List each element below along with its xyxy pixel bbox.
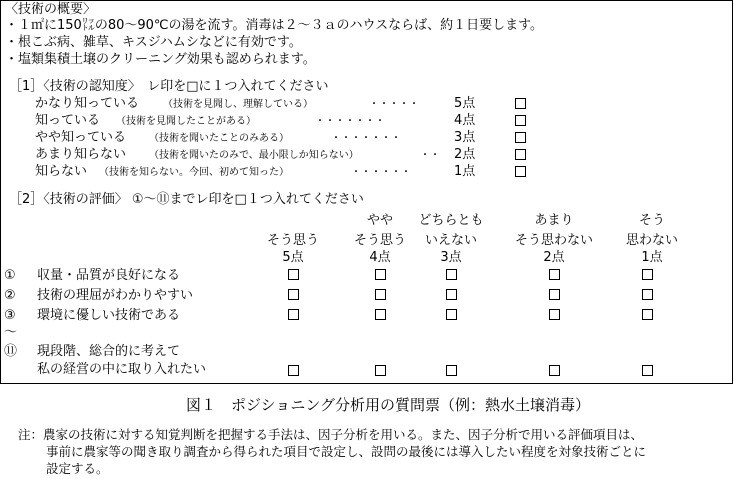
footnote-line: 注：農家の技術に対する知覚判断を把握する手法は、因子分析を用いる。また、因子分析で用いる評価項目は、 — [18, 427, 644, 442]
item-number: ⑪ — [4, 344, 18, 359]
overview-line: ・根こぶ病、雑草、キスジハムシなどに有効です。 — [5, 35, 302, 50]
q1-option-note: （技術を聞いたことのみある） — [149, 133, 289, 144]
overview-line: ・１㎡に150㍑の80～90℃の湯を流す。消毒は２～３ａのハウスならば、約１日要します。 — [5, 18, 544, 33]
rating-checkbox[interactable] — [288, 269, 299, 280]
rating-checkbox[interactable] — [446, 365, 457, 376]
q1-option-score: 3点 — [454, 130, 476, 145]
column-score: 4点 — [369, 250, 391, 265]
item-text: 現段階、総合的に考えて — [37, 344, 181, 359]
q1-option-score: 4点 — [454, 113, 476, 128]
rating-checkbox[interactable] — [642, 365, 653, 376]
overview-line: ・塩類集積土壌のクリーニング効果も認められます。 — [5, 52, 316, 67]
rating-checkbox[interactable] — [288, 289, 299, 300]
column-label: いえない — [424, 233, 477, 248]
q1-option-label: やや知っている — [35, 130, 127, 145]
q1-checkbox[interactable] — [515, 98, 526, 109]
rating-checkbox[interactable] — [446, 289, 457, 300]
item-number: ② — [4, 288, 16, 303]
rating-checkbox[interactable] — [288, 365, 299, 376]
rating-checkbox[interactable] — [642, 289, 653, 300]
footnote-line: 設定する。 — [46, 461, 109, 476]
q1-checkbox[interactable] — [515, 149, 526, 160]
column-score: 1点 — [641, 250, 663, 265]
q1-option-score: 1点 — [454, 164, 476, 179]
footnote-line: 事前に農家等の聞き取り調査から得られた項目で設定し、設問の最後には導入したい程度を対象技術ごとに — [46, 444, 647, 459]
q1-option-note: （技術を聞いたのみで、最小限しか知らない） — [149, 150, 359, 161]
column-label: そう思わない — [514, 233, 593, 248]
column-label: どちらとも — [418, 213, 484, 228]
rating-checkbox[interactable] — [446, 269, 457, 280]
q1-option-label: あまり知らない — [35, 147, 127, 162]
q1-option-note: （技術を見聞したことがある） — [116, 116, 256, 127]
column-label: あまり — [534, 213, 574, 228]
rating-checkbox[interactable] — [288, 309, 299, 320]
rating-checkbox[interactable] — [549, 269, 560, 280]
q1-option-note: （技術を知らない。今回、初めて知った） — [99, 167, 289, 178]
overview-heading: 〈技術の概要〉 — [5, 2, 97, 17]
q1-option-label: 知らない — [35, 164, 88, 179]
rating-checkbox[interactable] — [642, 269, 653, 280]
item-number: ① — [4, 268, 16, 283]
rating-checkbox[interactable] — [375, 365, 386, 376]
rating-checkbox[interactable] — [549, 309, 560, 320]
item-text: 収量・品質が良好になる — [37, 268, 181, 283]
column-label: 思わない — [625, 233, 678, 248]
column-label: そう思う — [353, 233, 406, 248]
column-label: そう — [638, 213, 665, 228]
column-score: 2点 — [543, 250, 565, 265]
q1-checkbox[interactable] — [515, 132, 526, 143]
item-text: 技術の理屈がわかりやすい — [37, 288, 194, 303]
q1-checkbox[interactable] — [515, 115, 526, 126]
item-ellipsis: ～ — [4, 325, 18, 340]
q1-option-label: 知っている — [35, 113, 101, 128]
item-text: 私の経営の中に取り入れたい — [37, 362, 207, 377]
q1-option-note: （技術を見聞し、理解している） — [163, 99, 313, 110]
q1-option-score: 2点 — [454, 147, 476, 162]
rating-checkbox[interactable] — [549, 365, 560, 376]
column-label: やや — [366, 213, 393, 228]
q1-option-dots: ・・・・・・・ — [331, 133, 401, 144]
q1-title: ［1］〈技術の認知度〉 レ印を□に１つ入れてください — [9, 79, 329, 94]
item-text: 環境に優しい技術である — [37, 308, 181, 323]
figure-caption: 図１ ポジショニング分析用の質問票（例：熱水土壌消毒） — [186, 396, 591, 414]
q1-checkbox[interactable] — [515, 166, 526, 177]
q2-title: ［2］〈技術の評価〉 ①～⑪までレ印を□１つ入れてください — [9, 192, 364, 207]
column-label: そう思う — [266, 233, 319, 248]
rating-checkbox[interactable] — [446, 309, 457, 320]
column-score: 5点 — [282, 250, 304, 265]
rating-checkbox[interactable] — [642, 309, 653, 320]
q1-option-dots: ・・・・・ — [369, 99, 419, 110]
q1-option-score: 5点 — [454, 96, 476, 111]
q1-option-label: かなり知っている — [35, 96, 140, 111]
q1-option-dots: ・・・・・・・ — [315, 116, 385, 127]
rating-checkbox[interactable] — [375, 269, 386, 280]
q1-option-dots: ・・・・・・ — [351, 167, 411, 178]
item-number: ③ — [4, 308, 16, 323]
column-score: 3点 — [440, 250, 462, 265]
rating-checkbox[interactable] — [375, 289, 386, 300]
rating-checkbox[interactable] — [375, 309, 386, 320]
rating-checkbox[interactable] — [549, 289, 560, 300]
q1-option-dots: ・・ — [420, 150, 440, 161]
